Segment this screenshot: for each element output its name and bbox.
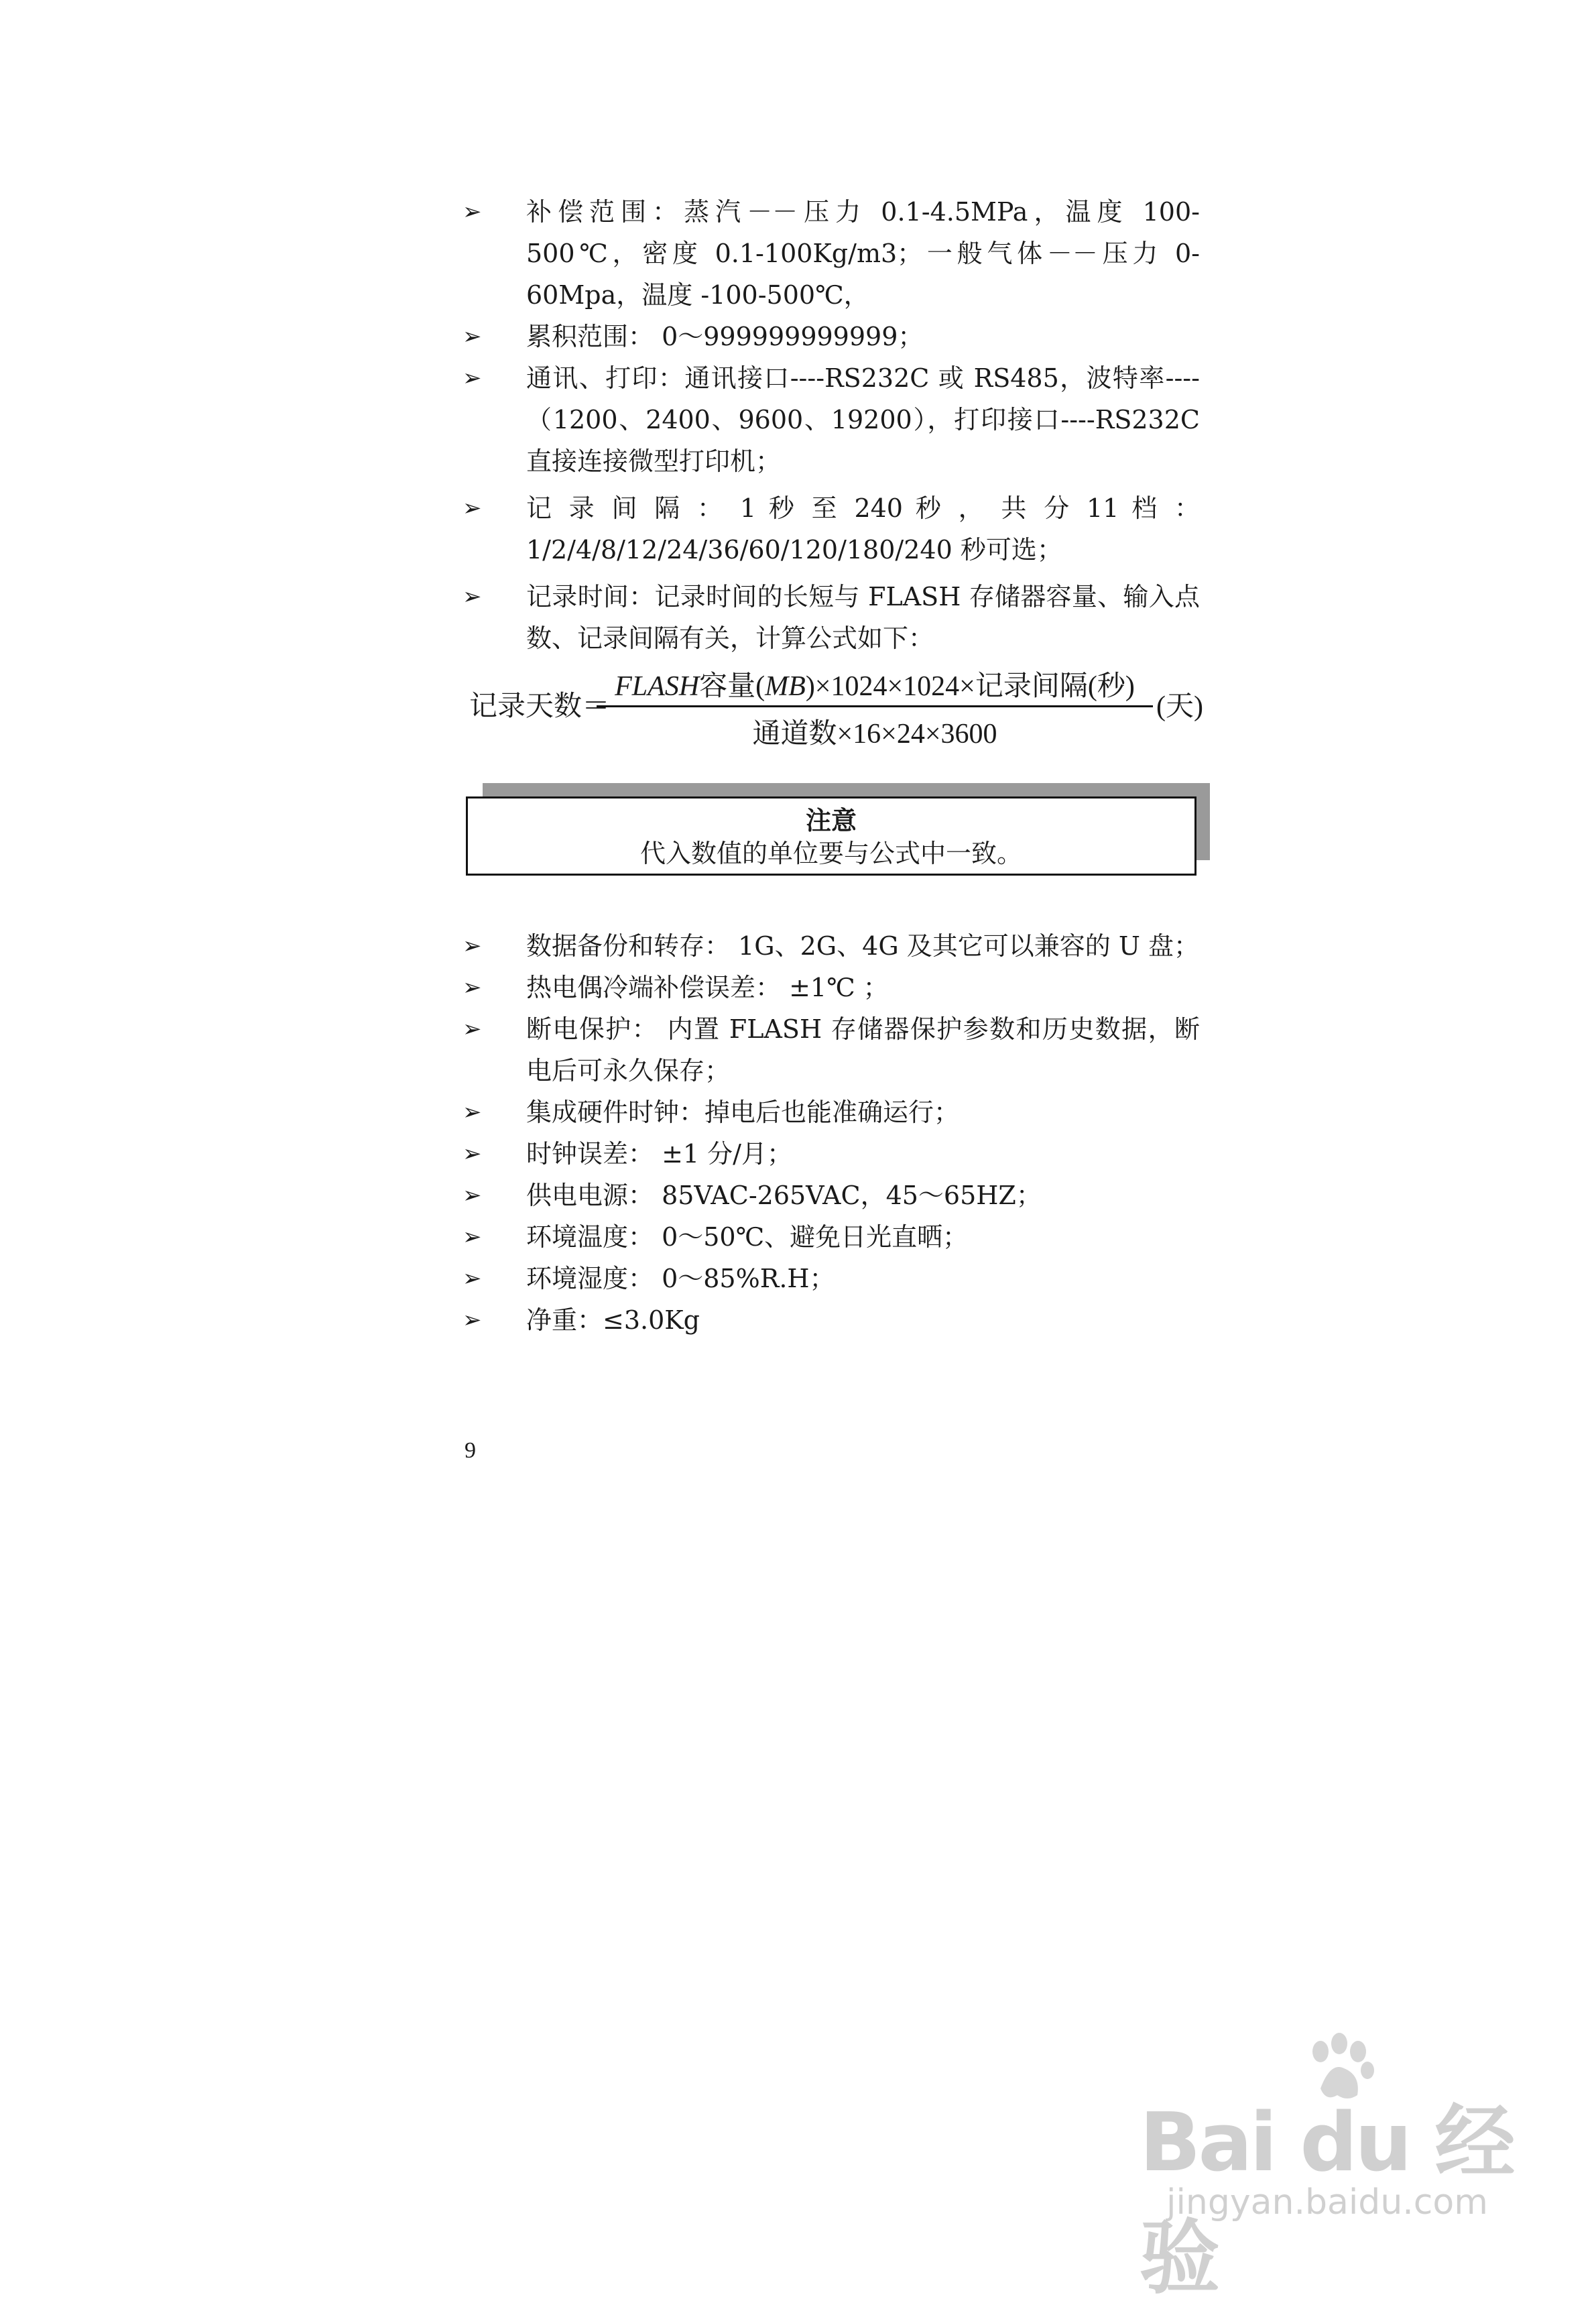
formula-num-part: MB <box>765 671 806 702</box>
baidu-watermark <box>1126 2031 1528 2305</box>
list-item-text: 记录时间：记录时间的长短与 FLASH 存储器容量、输入点数、记录间隔有关，计算公式如下： <box>526 582 1200 653</box>
arrow-bullet-icon: ➢ <box>463 1099 482 1126</box>
arrow-bullet-icon: ➢ <box>463 365 482 392</box>
list-item-text: 环境温度： 0～50℃、避免日光直晒； <box>526 1222 969 1252</box>
watermark-url: jingyan.baidu.com <box>1166 2182 1488 2223</box>
list-item-text: 时钟误差： ±1 分/月； <box>526 1139 792 1169</box>
list-item-text: 通讯、打印：通讯接口----RS232C 或 RS485，波特率----（1200、2400、9600、19200），打印接口----RS232C 直接连接微型打印机； <box>526 363 1200 476</box>
formula-num-part: FLASH <box>615 671 700 702</box>
list-item-text: 净重：≤3.0Kg <box>526 1305 700 1335</box>
list-item <box>463 1216 1200 1258</box>
arrow-bullet-icon: ➢ <box>463 495 482 522</box>
list-item <box>463 925 1200 967</box>
arrow-bullet-icon: ➢ <box>463 1016 482 1043</box>
arrow-bullet-icon: ➢ <box>463 974 482 1001</box>
list-item <box>463 316 1200 357</box>
list-item <box>463 1091 1200 1133</box>
arrow-bullet-icon: ➢ <box>463 1182 482 1209</box>
list-item-text: 补偿范围：蒸汽－－压力 0.1-4.5MPa，温度 100-500℃，密度 0.1-100Kg/m3；一般气体－－压力 0-60Mpa，温度 -100-500℃， <box>526 197 1200 310</box>
list-item-text: 断电保护： 内置 FLASH 存储器保护参数和历史数据，断电后可永久保存； <box>526 1014 1200 1085</box>
list-item <box>463 1175 1200 1216</box>
formula-denominator: 通道数×16×24×3600 <box>752 719 997 750</box>
list-item-text: 集成硬件时钟：掉电后也能准确运行； <box>526 1098 960 1127</box>
spec-list-2 <box>463 925 1200 1341</box>
formula-numerator <box>597 664 1153 703</box>
notice-title: 注意 <box>805 806 857 835</box>
notice-box <box>466 796 1196 876</box>
formula-lhs: 记录天数＝ <box>469 691 611 722</box>
arrow-bullet-icon: ➢ <box>463 933 482 959</box>
record-days-formula <box>469 664 1207 751</box>
list-item <box>463 1133 1200 1175</box>
list-item <box>463 191 1200 316</box>
watermark-logo: Bai du 经验 <box>1140 2096 1513 2305</box>
list-item <box>463 1299 1200 1341</box>
list-item <box>463 357 1200 482</box>
formula-num-part: 容量( <box>699 671 765 702</box>
list-item-text: 记 录 间 隔 ： 1 秒 至 240 秒 ， 共 分 11 档 ： 1/2/4/8/12/24/36/60/120/180/240 秒可选； <box>526 493 1200 565</box>
notice-body: 代入数值的单位要与公式中一致。 <box>639 839 1022 868</box>
list-item <box>463 967 1200 1008</box>
formula-num-part: )×1024×1024×记录间隔(秒) <box>805 671 1135 702</box>
page-number: 9 <box>465 1438 476 1463</box>
list-item-text: 热电偶冷端补偿误差： ±1℃ ； <box>526 973 889 1002</box>
arrow-bullet-icon: ➢ <box>463 1265 482 1292</box>
arrow-bullet-icon: ➢ <box>463 583 482 610</box>
arrow-bullet-icon: ➢ <box>463 323 482 350</box>
spec-list-1 <box>463 191 1200 659</box>
arrow-bullet-icon: ➢ <box>463 1140 482 1167</box>
list-item-text: 供电电源： 85VAC-265VAC，45～65HZ； <box>526 1181 1042 1210</box>
fraction-bar <box>597 705 1153 707</box>
arrow-bullet-icon: ➢ <box>463 1224 482 1250</box>
arrow-bullet-icon: ➢ <box>463 198 482 225</box>
list-item <box>463 1258 1200 1299</box>
list-item-text: 累积范围： 0～999999999999； <box>526 322 924 351</box>
list-item <box>463 576 1200 659</box>
list-item-text: 环境湿度： 0～85%R.H； <box>526 1264 835 1293</box>
arrow-bullet-icon: ➢ <box>463 1307 482 1334</box>
formula-fraction <box>597 664 1153 752</box>
list-item <box>463 487 1200 571</box>
formula-unit: (天) <box>1156 691 1203 722</box>
list-item-text: 数据备份和转存： 1G、2G、4G 及其它可以兼容的 U 盘； <box>526 931 1199 961</box>
list-item <box>463 1008 1200 1091</box>
